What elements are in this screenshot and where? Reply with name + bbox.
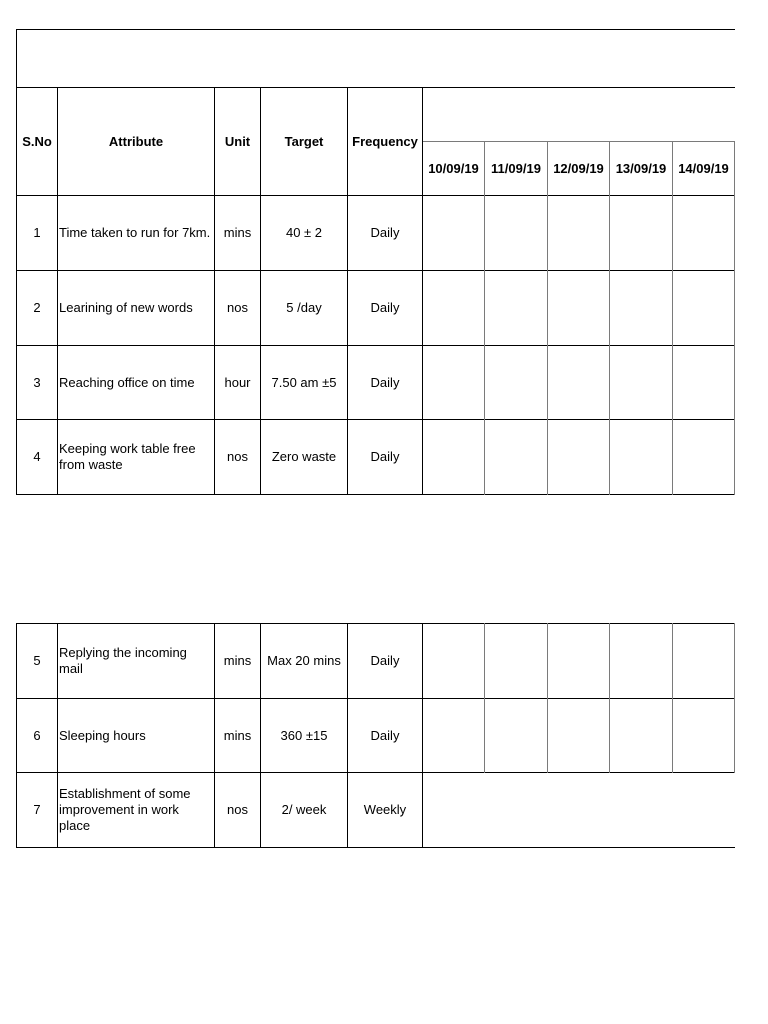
grid-line [609, 623, 610, 773]
header-date: 11/09/19 [491, 160, 541, 176]
row-sno: 3 [33, 374, 41, 390]
grid-line [547, 623, 548, 773]
header-frequency: Frequency [352, 133, 418, 149]
grid-line [57, 623, 58, 848]
row-sno: 2 [33, 300, 41, 315]
header-date: 13/09/19 [615, 160, 667, 176]
row-unit: mins [223, 225, 252, 240]
grid-line [16, 847, 735, 848]
grid-line [484, 623, 485, 773]
grid-line [16, 29, 735, 30]
header-target: Target [284, 133, 324, 149]
row-frequency: Daily [370, 653, 400, 668]
row-frequency: Daily [370, 225, 400, 240]
row-attribute: Time taken to run for 7km. [59, 225, 211, 240]
row-target: 2/ week [281, 802, 327, 817]
grid-line [16, 494, 735, 495]
row-target: Max 20 mins [267, 653, 341, 668]
grid-line [672, 623, 673, 773]
row-unit: nos [227, 300, 248, 315]
row-unit: hour [224, 374, 251, 390]
row-frequency: Daily [370, 300, 400, 315]
row-frequency: Daily [370, 374, 400, 390]
row-unit: mins [223, 653, 252, 668]
row-target: 5 /day [286, 300, 322, 315]
row-unit: nos [227, 802, 248, 817]
row-target: 7.50 am ±5 [271, 374, 337, 390]
row-attribute: Learining of new words [59, 300, 193, 315]
row-attribute: Establishment of some improvement in work place [59, 786, 191, 833]
grid-line [734, 141, 735, 495]
row-frequency: Daily [370, 449, 400, 464]
header-unit: Unit [224, 133, 251, 149]
row-unit: mins [223, 727, 252, 743]
row-attribute: Keeping work table free from waste [59, 441, 196, 472]
row-unit: nos [227, 449, 248, 464]
row-frequency: Daily [370, 727, 400, 743]
row-attribute: Sleeping hours [59, 727, 146, 743]
row-sno: 1 [33, 225, 41, 240]
header-date: 10/09/19 [428, 160, 479, 176]
row-sno: 4 [33, 449, 41, 464]
grid-line [422, 623, 423, 848]
row-sno: 6 [33, 727, 41, 743]
row-attribute: Replying the incoming mail [59, 645, 187, 676]
row-target: 40 ± 2 [285, 225, 323, 240]
row-frequency: Weekly [363, 802, 407, 817]
row-sno: 7 [33, 802, 41, 817]
header-attribute: Attribute [108, 133, 164, 149]
row-target: 360 ±15 [280, 727, 328, 743]
row-target: Zero waste [271, 449, 337, 464]
row-sno: 5 [33, 653, 41, 668]
header-date: 12/09/19 [553, 160, 604, 176]
grid-line [734, 623, 735, 773]
header-sno: S.No [22, 133, 52, 149]
row-attribute: Reaching office on time [59, 374, 195, 390]
header-date: 14/09/19 [678, 160, 729, 176]
